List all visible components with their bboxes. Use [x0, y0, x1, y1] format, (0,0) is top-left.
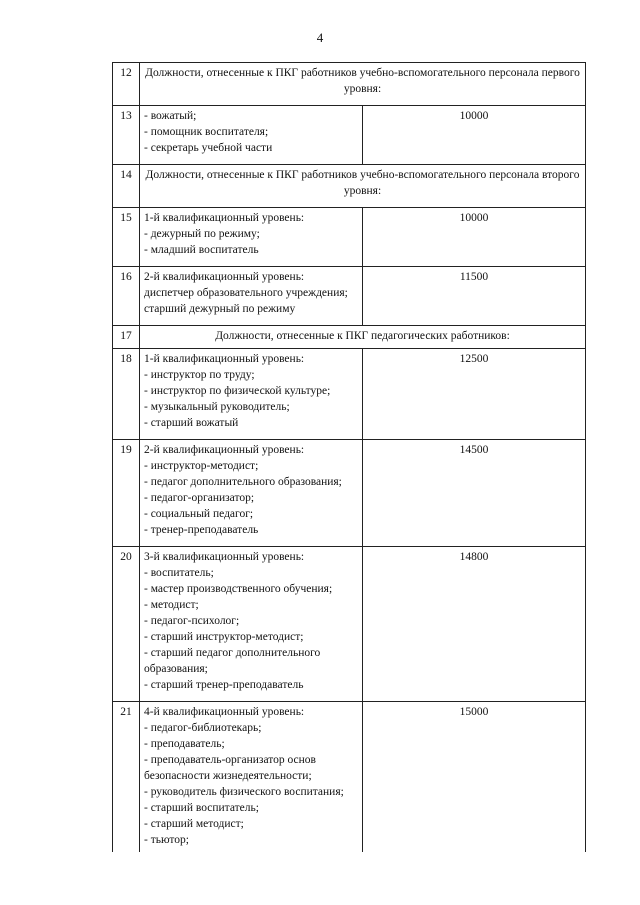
position-item: - помощник воспитателя; — [144, 126, 269, 138]
position-list — [144, 720, 358, 848]
position-item: - младший воспитатель — [144, 244, 259, 256]
table-row — [113, 326, 586, 349]
position-item: - дежурный по режиму; — [144, 228, 260, 240]
group-heading — [140, 326, 586, 349]
salary-amount: 14500 — [363, 440, 586, 547]
position-list-cell — [140, 349, 363, 440]
row-number: 17 — [113, 326, 140, 349]
qualification-level: 2-й квалификационный уровень: — [144, 444, 305, 456]
position-item: - старший инструктор-методист; — [144, 631, 304, 643]
position-item: - инструктор-методист; — [144, 460, 259, 472]
position-item: - социальный педагог; — [144, 508, 254, 520]
qualification-level: 1-й квалификационный уровень: — [144, 353, 305, 365]
position-list-cell — [140, 267, 363, 326]
position-item: - музыкальный руководитель; — [144, 401, 290, 413]
table-row — [113, 267, 586, 326]
position-item: - воспитатель; — [144, 567, 214, 579]
table-row — [113, 440, 586, 547]
row-number: 14 — [113, 165, 140, 208]
table-row — [113, 349, 586, 440]
position-list — [144, 367, 358, 431]
table-row — [113, 63, 586, 106]
position-item: - инструктор по физической культуре; — [144, 385, 331, 397]
group-heading — [140, 63, 586, 106]
position-list-cell — [140, 702, 363, 853]
position-list-cell — [140, 106, 363, 165]
row-number: 21 — [113, 702, 140, 853]
salary-amount: 12500 — [363, 349, 586, 440]
position-item: - старший методист; — [144, 818, 244, 830]
position-item: - педагог-библиотекарь; — [144, 722, 262, 734]
position-list — [144, 285, 358, 317]
position-item: - вожатый; — [144, 110, 197, 122]
table-row — [113, 702, 586, 853]
position-item: - педагог-психолог; — [144, 615, 240, 627]
position-item: - старший педагог дополнительного образования; — [144, 647, 321, 675]
position-item: - старший тренер-преподаватель — [144, 679, 304, 691]
salary-amount: 14800 — [363, 547, 586, 702]
salary-amount: 10000 — [363, 208, 586, 267]
qualification-level: 4-й квалификационный уровень: — [144, 706, 305, 718]
position-item: - преподаватель; — [144, 738, 225, 750]
table-row — [113, 547, 586, 702]
salary-table — [112, 62, 586, 852]
group-heading — [140, 165, 586, 208]
row-number: 16 — [113, 267, 140, 326]
salary-amount: 15000 — [363, 702, 586, 853]
salary-amount: 11500 — [363, 267, 586, 326]
table-row — [113, 165, 586, 208]
qualification-level: 3-й квалификационный уровень: — [144, 551, 305, 563]
position-list-cell — [140, 208, 363, 267]
salary-amount: 10000 — [363, 106, 586, 165]
position-item: - старший воспитатель; — [144, 802, 259, 814]
position-item: - мастер производственного обучения; — [144, 583, 333, 595]
position-list — [144, 565, 358, 693]
group-heading-text: Должности, отнесенные к ПКГ работников учебно-вспомогательного персонала второго уровня: — [145, 169, 580, 197]
row-number: 20 — [113, 547, 140, 702]
row-number: 12 — [113, 63, 140, 106]
position-item: - старший вожатый — [144, 417, 239, 429]
qualification-level: 2-й квалификационный уровень: — [144, 271, 305, 283]
group-heading-text: Должности, отнесенные к ПКГ педагогических работников: — [215, 330, 510, 342]
row-number: 18 — [113, 349, 140, 440]
page-number: 4 — [316, 30, 324, 45]
position-item: - инструктор по труду; — [144, 369, 255, 381]
position-item: - тьютор; — [144, 834, 189, 846]
position-item: - руководитель физического воспитания; — [144, 786, 344, 798]
position-list — [144, 108, 358, 156]
position-list — [144, 458, 358, 538]
position-item: - педагог дополнительного образования; — [144, 476, 342, 488]
row-number: 13 — [113, 106, 140, 165]
group-heading-text: Должности, отнесенные к ПКГ работников учебно-вспомогательного персонала первого уровня: — [145, 67, 580, 95]
position-item: - тренер-преподаватель — [144, 524, 259, 536]
position-list-cell — [140, 547, 363, 702]
row-number: 15 — [113, 208, 140, 267]
row-number: 19 — [113, 440, 140, 547]
position-item: - педагог-организатор; — [144, 492, 255, 504]
table-row — [113, 208, 586, 267]
position-item: - методист; — [144, 599, 199, 611]
position-item: - секретарь учебной части — [144, 142, 273, 154]
position-item: старший дежурный по режиму — [144, 303, 296, 315]
position-item: диспетчер образовательного учреждения; — [144, 287, 348, 299]
position-list-cell — [140, 440, 363, 547]
table-row — [113, 106, 586, 165]
position-list — [144, 226, 358, 258]
position-item: - преподаватель-организатор основ безопасности жизнедеятельности; — [144, 754, 316, 782]
qualification-level: 1-й квалификационный уровень: — [144, 212, 305, 224]
